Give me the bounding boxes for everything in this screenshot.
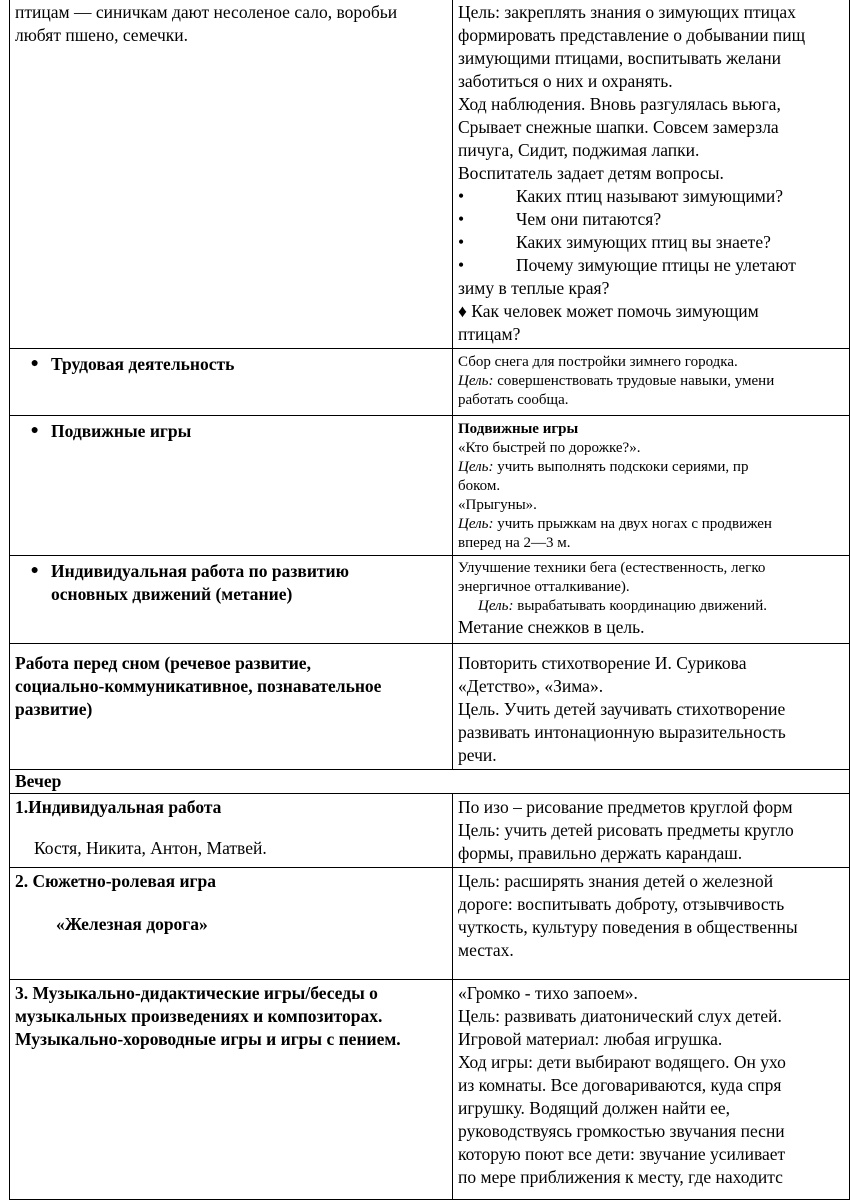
music-game-line: из комнаты. Все договариваются, куда спря (458, 1075, 782, 1095)
music-game-line: Ход игры: дети выбирают водящего. Он ухо (458, 1052, 786, 1072)
poem-goal-line: развивать интонационную выразительность (458, 722, 786, 742)
individual-evening-cell (10, 794, 453, 868)
table-row (10, 980, 850, 1200)
music-game-line: руководствуясь громкостью звучания песни (458, 1121, 785, 1141)
table-row (10, 0, 850, 349)
outdoor-games-content (453, 416, 850, 556)
table-row (10, 770, 850, 794)
bullet-icon: • (458, 255, 465, 275)
game-title: «Кто быстрей по дорожке?». (458, 440, 641, 456)
table-row (10, 349, 850, 416)
game-goal-cont: боком. (458, 478, 501, 494)
diamond-question-line: ♦ Как человек может помочь зимующим (458, 301, 759, 321)
music-game-line: которую поют все дети: звучание усиливает (458, 1144, 786, 1164)
music-game-line: «Громко - тихо запоем». (458, 983, 638, 1003)
observation-course-line: Ход наблюдения. Вновь разгулялась вьюга, (458, 94, 781, 114)
table-row (10, 794, 850, 868)
drawing-line: Цель: учить детей рисовать предметы кругло (458, 820, 794, 840)
diamond-question-line: птицам? (458, 324, 521, 344)
drawing-line: По изо – рисование предметов круглой форм (458, 797, 793, 817)
poem-goal-line: Цель. Учить детей заучивать стихотворение (458, 699, 786, 719)
labor-goal-cont: работать сообща. (458, 392, 569, 408)
before-sleep-cell (10, 644, 453, 770)
observation-goal-line: зимующими птицами, воспитывать желани (458, 48, 781, 68)
labor-goal: Цель: совершенствовать трудовые навыки, умени (458, 373, 775, 389)
running-technique-cont: энергичное отталкивание). (458, 579, 630, 595)
row1-right-cell (453, 0, 850, 349)
snowball-throwing: Метание снежков в цель. (458, 617, 645, 637)
observation-goal-line: Цель: закреплять знания о зимующих птицах (458, 2, 796, 22)
question-continuation: зиму в теплые края? (458, 278, 610, 298)
music-game-line: Игровой материал: любая игрушка. (458, 1029, 723, 1049)
individual-goal: Цель: вырабатывать координацию движений. (478, 598, 767, 614)
role-play-heading: 2. Сюжетно-ролевая игра (15, 871, 216, 891)
observation-goal-line: формировать представление о добывании пищ (458, 25, 806, 45)
music-games-heading: музыкальных произведениях и композиторах. (15, 1006, 383, 1026)
before-sleep-heading: социально-коммуникативное, познавательное (15, 676, 382, 696)
poem-line: Повторить стихотворение И. Сурикова (458, 653, 747, 673)
outdoor-games-cell (10, 416, 453, 556)
individual-evening-heading: 1.Индивидуальная работа (15, 797, 222, 817)
role-play-line: чуткость, культуру поведения в общественны (458, 917, 798, 937)
poem-goal-line: речи. (458, 745, 497, 765)
bullet-icon: ● (30, 423, 39, 438)
bullet-icon: • (458, 209, 465, 229)
table-row (10, 416, 850, 556)
music-game-line: игрушку. Водящий должен найти ее, (458, 1098, 731, 1118)
role-play-game: «Железная дорога» (56, 914, 208, 934)
table-row (10, 868, 850, 980)
labor-task: Сбор снега для постройки зимнего городка. (458, 354, 738, 370)
bullet-icon: ● (30, 356, 39, 371)
table-row (10, 556, 850, 644)
game-title: «Прыгуны». (458, 497, 537, 513)
game-goal-cont: вперед на 2—3 м. (458, 535, 571, 551)
observation-course-line: пичуга, Сидит, поджимая лапки. (458, 140, 700, 160)
individual-work-heading: Индивидуальная работа по развитию основных движений (метание) (51, 561, 349, 604)
role-play-line: местах. (458, 940, 514, 960)
question-item: • Каких зимующих птиц вы знаете? (458, 232, 771, 252)
game-goal: Цель: учить выполнять подскоки сериями, пр (458, 459, 749, 475)
music-games-cell (10, 980, 453, 1200)
individual-evening-content (453, 794, 850, 868)
children-names: Костя, Никита, Антон, Матвей. (34, 838, 267, 858)
individual-work-cell (10, 556, 453, 644)
music-games-content (453, 980, 850, 1200)
bullet-icon: • (458, 232, 465, 252)
music-game-line: Цель: развивать диатонический слух детей. (458, 1006, 782, 1026)
music-game-line: по мере приближения к месту, где находитс (458, 1167, 783, 1187)
poem-line: «Детство», «Зима». (458, 676, 604, 696)
question-item: • Чем они питаются? (458, 209, 662, 229)
music-games-heading: 3. Музыкально-дидактические игры/беседы о (15, 983, 378, 1003)
bullet-icon: • (458, 186, 465, 206)
observation-course-line: Срывает снежные шапки. Совсем замерзла (458, 117, 779, 137)
role-play-line: Цель: расширять знания детей о железной (458, 871, 774, 891)
labor-activity-heading: Трудовая деятельность (51, 354, 235, 374)
outdoor-games-heading: Подвижные игры (51, 421, 192, 441)
music-games-heading: Музыкально-хороводные игры и игры с пением. (15, 1029, 401, 1049)
observation-goal-line: заботиться о них и охранять. (458, 71, 673, 91)
row1-left-cell (10, 0, 453, 349)
role-play-content (453, 868, 850, 980)
labor-activity-cell (10, 349, 453, 416)
outdoor-games-subheading: Подвижные игры (458, 421, 579, 437)
individual-work-content (453, 556, 850, 644)
teacher-questions-intro: Воспитатель задает детям вопросы. (458, 163, 724, 183)
evening-heading-cell (10, 770, 850, 794)
question-item: • Каких птиц называют зимующими? (458, 186, 784, 206)
table-row (10, 644, 850, 770)
drawing-line: формы, правильно держать карандаш. (458, 843, 743, 863)
labor-activity-content (453, 349, 850, 416)
role-play-line: дороге: воспитывать доброту, отзывчивость (458, 894, 785, 914)
role-play-cell (10, 868, 453, 980)
before-sleep-content (453, 644, 850, 770)
evening-heading: Вечер (15, 771, 62, 791)
bullet-icon: ● (30, 563, 39, 578)
running-technique: Улучшение техники бега (естественность, легко (458, 560, 766, 576)
row1-left-line: любят пшено, семечки. (15, 25, 189, 45)
row1-left-line: птицам — синичкам дают несоленое сало, воробьи (15, 2, 398, 22)
before-sleep-heading: Работа перед сном (речевое развитие, (15, 653, 311, 673)
game-goal: Цель: учить прыжкам на двух ногах с продвижен (458, 516, 772, 532)
question-item: • Почему зимующие птицы не улетают (458, 255, 796, 275)
plan-table (9, 0, 850, 1200)
before-sleep-heading: развитие) (15, 699, 93, 719)
